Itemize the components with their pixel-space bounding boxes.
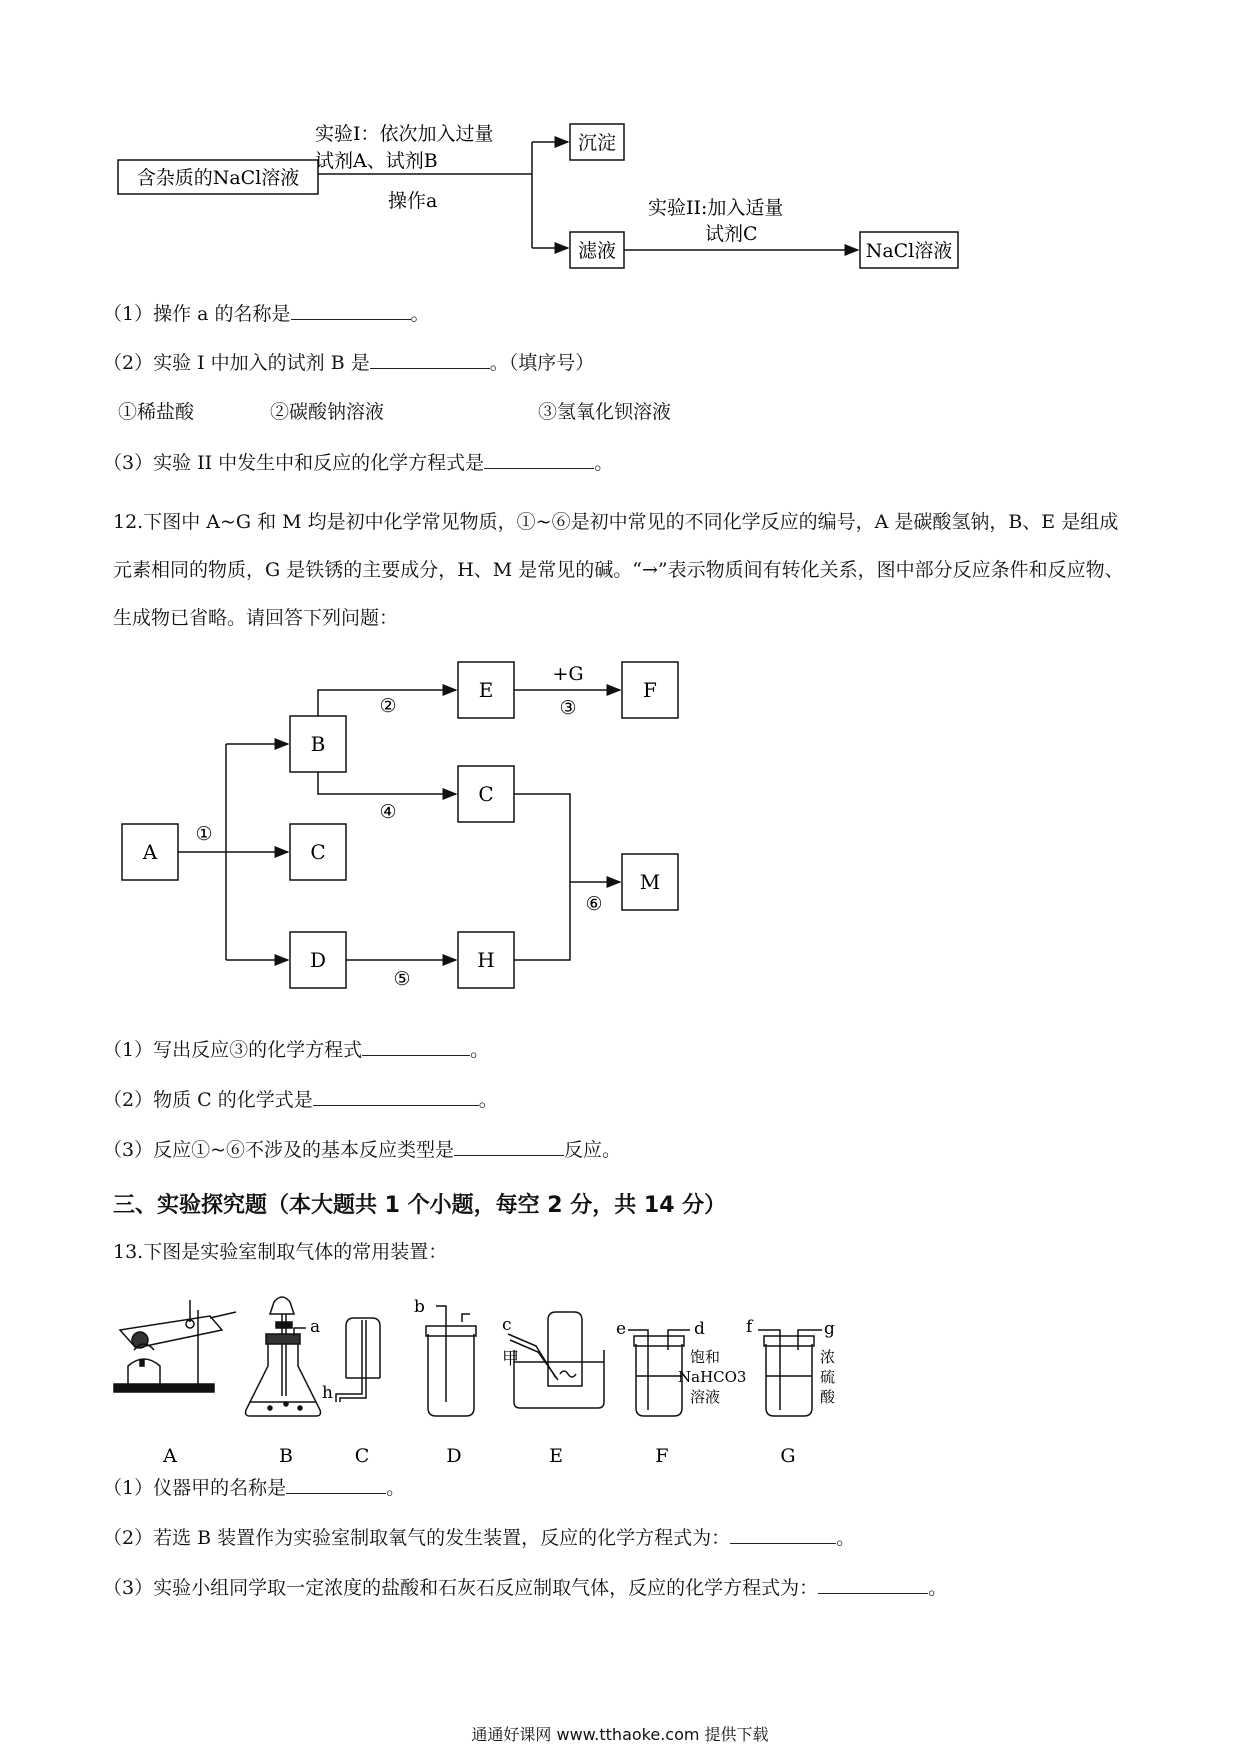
reaction-1-label: ① <box>195 823 213 845</box>
g-label-3: 酸 <box>820 1388 836 1406</box>
precipitate-label: 沉淀 <box>577 132 617 154</box>
answer-blank[interactable] <box>291 301 411 320</box>
q13-subquestion-2 <box>103 1525 855 1550</box>
reaction-6-label: ⑥ <box>585 893 603 915</box>
node-c-right-label: C <box>478 782 494 806</box>
q13-s2-end: 。 <box>836 1527 856 1549</box>
q11-s2-end: 。（填序号） <box>489 352 595 374</box>
q12-s1-text: （1）写出反应③的化学方程式 <box>103 1039 363 1061</box>
q12-s3-end: 反应。 <box>564 1139 622 1161</box>
apparatus-b-label: B <box>279 1445 293 1467</box>
reaction-5-label: ⑤ <box>393 968 411 990</box>
instrument-jia-label: 甲 <box>502 1349 519 1369</box>
experiment-2-label-line1: 实验II:加入适量 <box>648 197 784 219</box>
node-e-label: E <box>478 678 494 702</box>
apparatus-g <box>758 1330 822 1416</box>
operation-a-label: 操作a <box>388 190 438 212</box>
q13-s2-text: （2）若选 B 装置作为实验室制取氧气的发生装置，反应的化学方程式为： <box>103 1527 731 1549</box>
node-d-label: D <box>309 948 327 972</box>
q13-s3-end: 。 <box>928 1577 948 1599</box>
q12-s3-text: （3）反应①~⑥不涉及的基本反应类型是 <box>103 1139 455 1161</box>
q11-option-2: ②碳酸钠溶液 <box>270 401 385 423</box>
apparatus-e <box>508 1312 604 1408</box>
reaction-3-label: ③ <box>559 697 577 719</box>
port-a-label: a <box>310 1317 321 1337</box>
answer-blank[interactable] <box>286 1475 386 1494</box>
apparatus-d-label: D <box>446 1445 462 1467</box>
filtrate-label: 滤液 <box>577 240 617 262</box>
answer-blank[interactable] <box>362 1037 470 1056</box>
reaction-2-label: ② <box>379 695 397 717</box>
apparatus-g-label: G <box>780 1445 796 1467</box>
port-b-label: b <box>414 1297 425 1317</box>
q11-s2-text: （2）实验 I 中加入的试剂 B 是 <box>103 352 370 374</box>
experiment-1-label-line1: 实验I：依次加入过量 <box>315 123 494 145</box>
g-label-1: 浓 <box>820 1348 836 1366</box>
answer-blank[interactable] <box>730 1525 836 1544</box>
q11-s3-end: 。 <box>594 452 614 474</box>
q12-subquestion-2 <box>103 1087 498 1112</box>
q11-s1-end: 。 <box>410 303 430 325</box>
q12-s2-end: 。 <box>478 1089 498 1111</box>
answer-blank[interactable] <box>454 1137 564 1156</box>
q11-option-3: ③氢氧化钡溶液 <box>538 401 672 423</box>
gas-apparatus-figure <box>110 1290 940 1480</box>
node-c-middle-label: C <box>310 840 326 864</box>
apparatus-d <box>426 1306 476 1416</box>
apparatus-b <box>246 1297 321 1416</box>
apparatus-f-label: F <box>655 1445 669 1467</box>
node-f-label: F <box>643 678 657 702</box>
plus-g-label: +G <box>552 663 584 685</box>
q12-subquestion-1 <box>103 1037 489 1062</box>
port-e-label: e <box>616 1319 627 1339</box>
impure-nacl-label: 含杂质的NaCl溶液 <box>136 167 300 189</box>
answer-blank[interactable] <box>484 450 594 469</box>
apparatus-c <box>336 1318 380 1402</box>
q11-s1-text: （1）操作 a 的名称是 <box>103 303 291 325</box>
apparatus-c-label: C <box>354 1445 370 1467</box>
f-label-saturated: 饱和 <box>690 1348 721 1366</box>
experiment-2-label-line2: 试剂C <box>705 223 758 245</box>
answer-blank[interactable] <box>313 1087 479 1106</box>
node-b-label: B <box>310 732 326 756</box>
q12-s2-text: （2）物质 C 的化学式是 <box>103 1089 313 1111</box>
q13-stem: 13.下图是实验室制取气体的常用装置： <box>113 1241 448 1263</box>
f-label-nahco3: NaHCO3 <box>678 1368 747 1386</box>
port-h-label: h <box>322 1383 333 1403</box>
q11-subquestion-1 <box>103 301 430 326</box>
q11-subquestion-2 <box>103 350 594 375</box>
q13-subquestion-3 <box>103 1575 947 1600</box>
q13-s1-end: 。 <box>386 1477 406 1499</box>
q12-subquestion-3 <box>103 1137 621 1162</box>
f-label-solution: 溶液 <box>690 1388 721 1406</box>
apparatus-a <box>114 1300 236 1392</box>
section-3-heading: 三、实验探究题（本大题共 1 个小题，每空 2 分，共 14 分） <box>113 1193 727 1218</box>
apparatus-e-label: E <box>549 1445 563 1467</box>
nacl-solution-label: NaCl溶液 <box>865 240 953 262</box>
node-h-label: H <box>477 948 495 972</box>
port-c-label: c <box>502 1315 512 1335</box>
port-g-label: g <box>824 1319 835 1339</box>
answer-blank[interactable] <box>818 1575 928 1594</box>
g-label-2: 硫 <box>820 1368 836 1386</box>
reaction-4-label: ④ <box>379 801 397 823</box>
reaction-network-diagram <box>112 648 712 1008</box>
q11-subquestion-3 <box>103 450 613 475</box>
q13-s3-text: （3）实验小组同学取一定浓度的盐酸和石灰石反应制取气体，反应的化学方程式为： <box>103 1577 819 1599</box>
footer-source: 通通好课网 www.tthaoke.com 提供下载 <box>471 1725 769 1744</box>
experiment-1-label-line2: 试剂A、试剂B <box>315 150 438 172</box>
q12-s1-end: 。 <box>470 1039 490 1061</box>
q12-stem: 12.下图中 A~G 和 M 均是初中化学常见物质，①~⑥是初中常见的不同化学反应的编号，A 是碳酸氢钠，B、E 是组成元素相同的物质，G 是铁锈的主要成分，H、M 是常见的碱。“→”表示物质间有转化关系，图中部分反应条件和反应物、生成物已省略。请回答下列问题： <box>113 511 1124 629</box>
port-d-label: d <box>694 1319 705 1339</box>
answer-blank[interactable] <box>370 350 490 369</box>
node-a-label: A <box>142 840 158 864</box>
q11-option-1: ①稀盐酸 <box>118 401 195 423</box>
q11-s3-text: （3）实验 II 中发生中和反应的化学方程式是 <box>103 452 485 474</box>
separation-flowchart <box>100 108 980 278</box>
port-f-label: f <box>746 1317 753 1337</box>
node-m-label: M <box>639 870 661 894</box>
apparatus-a-label: A <box>163 1445 177 1467</box>
q13-subquestion-1 <box>103 1475 405 1500</box>
q13-s1-text: （1）仪器甲的名称是 <box>103 1477 287 1499</box>
